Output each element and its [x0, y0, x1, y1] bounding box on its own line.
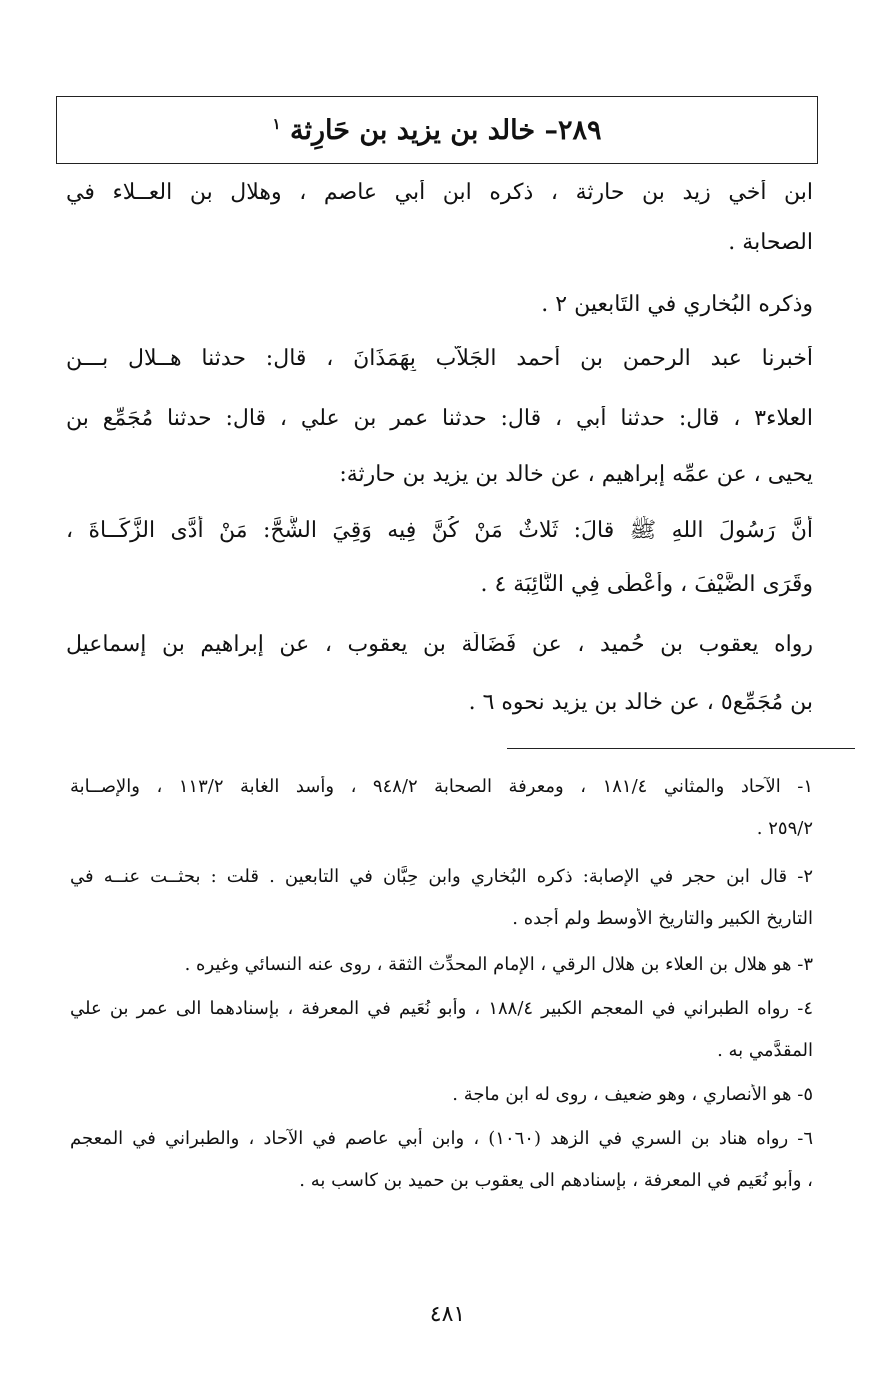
- body-line: ابن أخي زيد بن حارثة ، ذكره ابن أبي عاصم ، وهلال بن العــلاء في: [66, 180, 813, 205]
- footnote-line: ٣- هو هلال بن العلاء بن هلال الرقي ، الإمام المحدِّث الثقة ، روى عنه النسائي وغيره .: [184, 954, 813, 975]
- footnote-line: ٦- رواه هناد بن السري في الزهد (١٠٦٠) ، وابن أبي عاصم في الآحاد ، والطبراني في المعجم: [70, 1128, 813, 1149]
- entry-name: خالد بن يزيد بن حَارِثة: [289, 114, 536, 146]
- entry-number: ٢٨٩–: [544, 114, 602, 146]
- body-line: الصحابة .: [728, 230, 813, 255]
- footnote-line: المقدَّمي به .: [717, 1040, 813, 1061]
- footnote-line: ١- الآحاد والمثاني ١٨١/٤ ، ومعرفة الصحابة ٩٤٨/٢ ، وأُسد الغابة ١١٣/٢ ، والإصــابة: [70, 776, 813, 797]
- body-line: وذكره البُخاري في التَابعين ٢ .: [541, 292, 813, 317]
- body-line: العلاء٣ ، قال: حدثنا أبي ، قال: حدثنا عمر بن علي ، قال: حدثنا مُجَمِّع بن: [66, 406, 813, 431]
- entry-heading-box: [56, 96, 818, 164]
- heading-footnote-ref: ١: [272, 114, 281, 133]
- footnote-line: التاريخ الكبير والتاريخ الأوسط ولم أجده .: [512, 908, 813, 929]
- footnote-line: ، وأبو نُعَيم في المعرفة ، بإسنادهم الى يعقوب بن حميد بن كاسب به .: [299, 1170, 813, 1191]
- body-line: رواه يعقوب بن حُميد ، عن فَضَالَة بن يعقوب ، عن إبراهيم بن إسماعيل: [66, 632, 813, 657]
- footnote-separator: [507, 748, 855, 749]
- body-line: أخبرنا عبد الرحمن بن أحمد الجَلاَّب بِهَمَذَانَ ، قال: حدثنا هــلال بـــن: [66, 346, 813, 371]
- footnote-line: ٢٥٩/٢ .: [756, 818, 813, 839]
- entry-heading: [273, 115, 602, 146]
- body-line: بن مُجَمِّع٥ ، عن خالد بن يزيد نحوه ٦ .: [468, 690, 813, 715]
- body-line: يحيى ، عن عمِّه إبراهيم ، عن خالد بن يزيد بن حارثة:: [339, 462, 813, 487]
- footnote-line: ٥- هو الأنصاري ، وهو ضعيف ، روى له ابن ماجة .: [452, 1084, 813, 1105]
- footnote-line: ٢- قال ابن حجر في الإصابة: ذكره البُخاري وابن حِبَّان في التابعين . قلت : بحثــت عنــه في: [70, 866, 813, 887]
- hadith-line: وقَرَى الضَّيْفَ ، وأَعْطَى فِي النَّائِبَة ٤ .: [480, 572, 813, 597]
- hadith-line: أنَّ رَسُولَ اللهِ ﷺ قالَ: ثَلاثٌ مَنْ كُنَّ فِيه وَقِيَ الشُّحَّ: مَنْ أَدَّى الزَّكَــاةَ ،: [66, 518, 813, 543]
- page-number: ٤٨١: [429, 1302, 466, 1327]
- footnote-line: ٤- رواه الطبراني في المعجم الكبير ١٨٨/٤ ، وأبو نُعَيم في المعرفة ، بإسنادهما الى عمر بن علي: [70, 998, 813, 1019]
